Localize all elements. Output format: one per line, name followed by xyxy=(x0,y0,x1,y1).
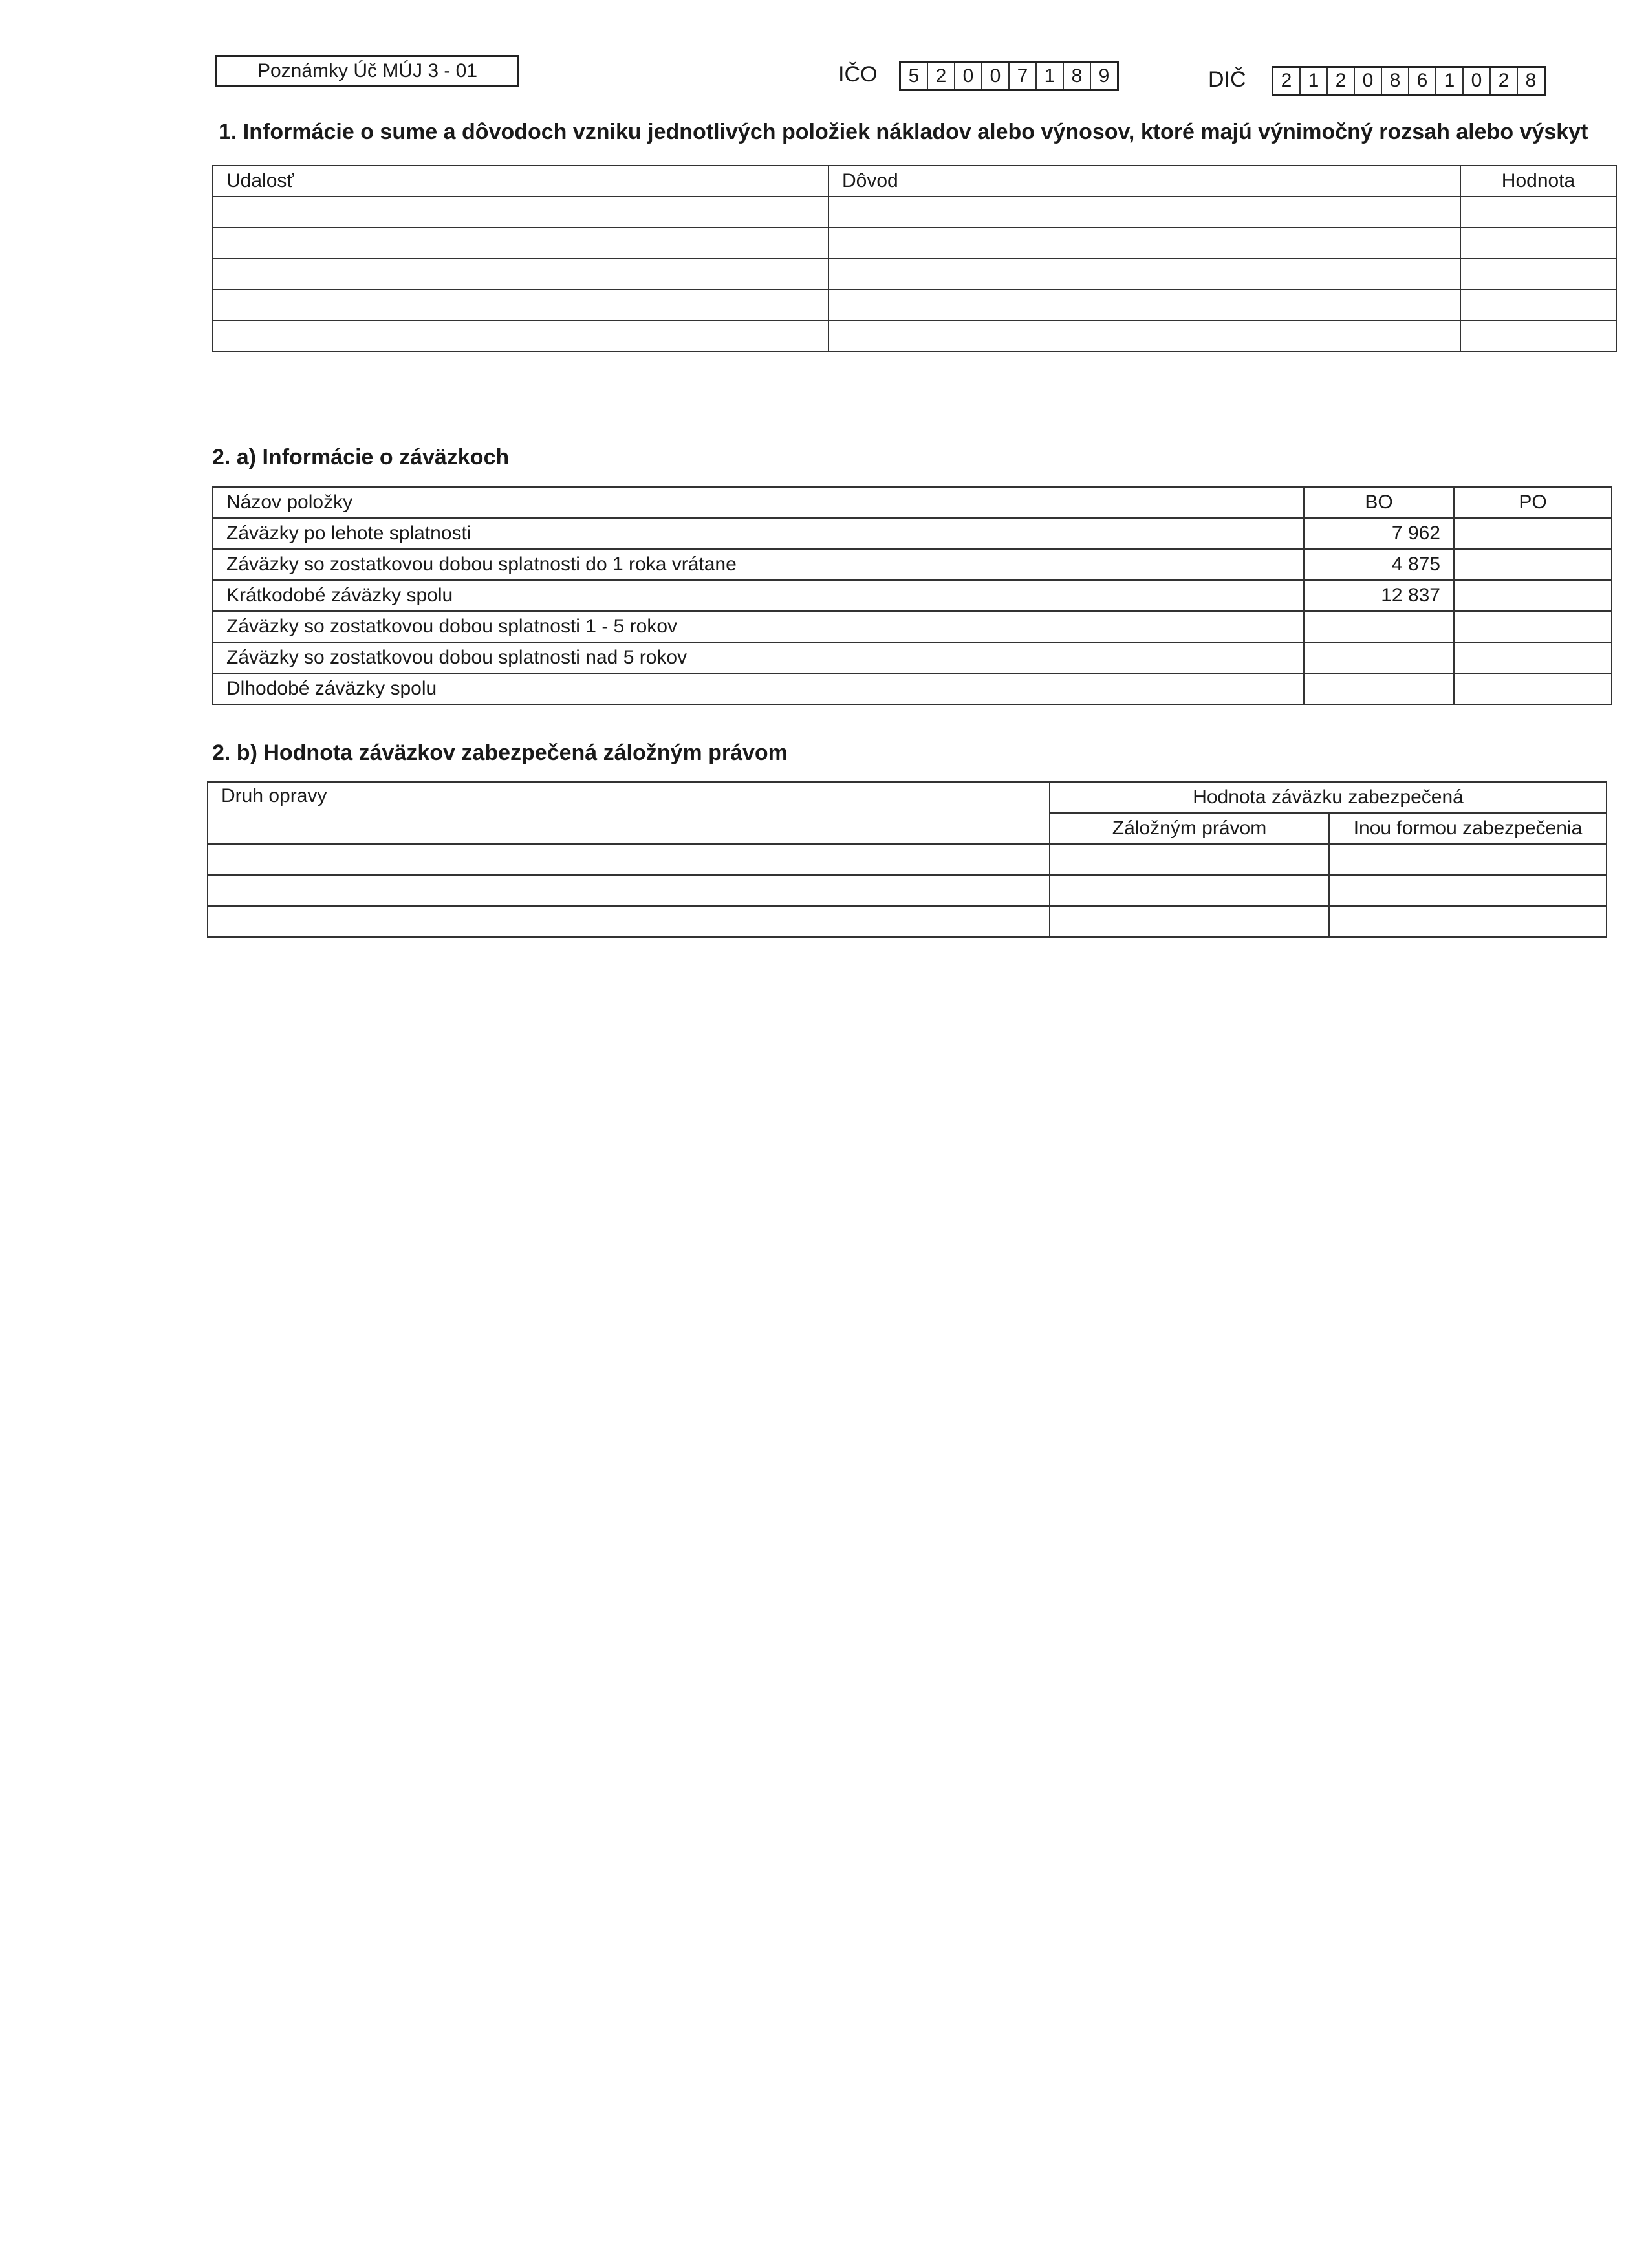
column-header-po: PO xyxy=(1454,487,1612,518)
table-row xyxy=(208,844,1607,875)
table-row xyxy=(213,166,1616,197)
table-row xyxy=(213,197,1616,228)
liabilities-table xyxy=(212,486,1612,705)
ico-digit: 2 xyxy=(928,63,955,89)
column-header-name: Názov položky xyxy=(213,487,1304,518)
section-1-title: 1. Informácie o sume a dôvodoch vzniku jednotlivých položiek nákladov alebo výnosov, ktoré majú výnimočný rozsah alebo výskyt xyxy=(219,120,1588,144)
row-name: Záväzky so zostatkovou dobou splatnosti do 1 roka vrátane xyxy=(213,549,1304,580)
ico-digits xyxy=(899,61,1119,91)
ico-digit: 0 xyxy=(982,63,1010,89)
dic-digit: 0 xyxy=(1355,68,1382,94)
row-bo-value: 4 875 xyxy=(1304,549,1454,580)
column-header-other: Inou formou zabezpečenia xyxy=(1329,813,1607,844)
table-row xyxy=(213,290,1616,321)
column-header-value: Hodnota xyxy=(1460,166,1616,197)
row-bo-value: 7 962 xyxy=(1304,518,1454,549)
row-po-value xyxy=(1454,580,1612,611)
table-row xyxy=(213,611,1612,642)
table-row xyxy=(213,487,1612,518)
ico-digit: 8 xyxy=(1064,63,1091,89)
dic-digit: 6 xyxy=(1409,68,1436,94)
row-name: Záväzky so zostatkovou dobou splatnosti nad 5 rokov xyxy=(213,642,1304,673)
row-po-value xyxy=(1454,642,1612,673)
dic-label: DIČ xyxy=(1208,67,1246,92)
row-name: Krátkodobé záväzky spolu xyxy=(213,580,1304,611)
section-2b-title: 2. b) Hodnota záväzkov zabezpečená záložným právom xyxy=(212,740,788,765)
row-bo-value xyxy=(1304,611,1454,642)
dic-digit: 2 xyxy=(1491,68,1518,94)
table-row xyxy=(213,642,1612,673)
exceptional-items-table xyxy=(212,165,1617,352)
row-name: Záväzky po lehote splatnosti xyxy=(213,518,1304,549)
dic-digit: 8 xyxy=(1382,68,1409,94)
row-po-value xyxy=(1454,673,1612,704)
table-row xyxy=(213,518,1612,549)
column-header-group: Hodnota záväzku zabezpečená xyxy=(1050,782,1607,813)
ico-digit: 5 xyxy=(901,63,928,89)
dic-digit: 2 xyxy=(1273,68,1301,94)
column-header-event: Udalosť xyxy=(213,166,828,197)
column-header-lien: Záložným právom xyxy=(1050,813,1329,844)
row-name: Záväzky so zostatkovou dobou splatnosti 1 - 5 rokov xyxy=(213,611,1304,642)
table-row xyxy=(208,906,1607,937)
table-row xyxy=(213,673,1612,704)
ico-label: IČO xyxy=(838,62,878,87)
table-row xyxy=(208,875,1607,906)
row-po-value xyxy=(1454,611,1612,642)
dic-digit: 0 xyxy=(1464,68,1491,94)
table-row xyxy=(213,580,1612,611)
ico-digit: 0 xyxy=(955,63,982,89)
table-row xyxy=(213,321,1616,352)
row-bo-value xyxy=(1304,673,1454,704)
dic-digit: 1 xyxy=(1436,68,1464,94)
table-row xyxy=(213,259,1616,290)
column-header-type: Druh opravy xyxy=(208,782,1050,844)
row-bo-value xyxy=(1304,642,1454,673)
dic-digit: 1 xyxy=(1301,68,1328,94)
row-bo-value: 12 837 xyxy=(1304,580,1454,611)
table-row xyxy=(208,782,1607,813)
ico-digit: 1 xyxy=(1037,63,1064,89)
column-header-reason: Dôvod xyxy=(828,166,1460,197)
row-po-value xyxy=(1454,518,1612,549)
form-label: Poznámky Úč MÚJ 3 - 01 xyxy=(215,55,519,87)
row-po-value xyxy=(1454,549,1612,580)
ico-digit: 7 xyxy=(1010,63,1037,89)
secured-liabilities-table xyxy=(207,781,1607,938)
dic-digits xyxy=(1272,66,1546,96)
ico-digit: 9 xyxy=(1098,65,1110,87)
section-2a-title: 2. a) Informácie o záväzkoch xyxy=(212,445,510,470)
row-name: Dlhodobé záväzky spolu xyxy=(213,673,1304,704)
dic-digit: 2 xyxy=(1328,68,1355,94)
table-row xyxy=(213,228,1616,259)
table-row xyxy=(213,549,1612,580)
column-header-bo: BO xyxy=(1304,487,1454,518)
dic-digit: 8 xyxy=(1525,70,1537,91)
